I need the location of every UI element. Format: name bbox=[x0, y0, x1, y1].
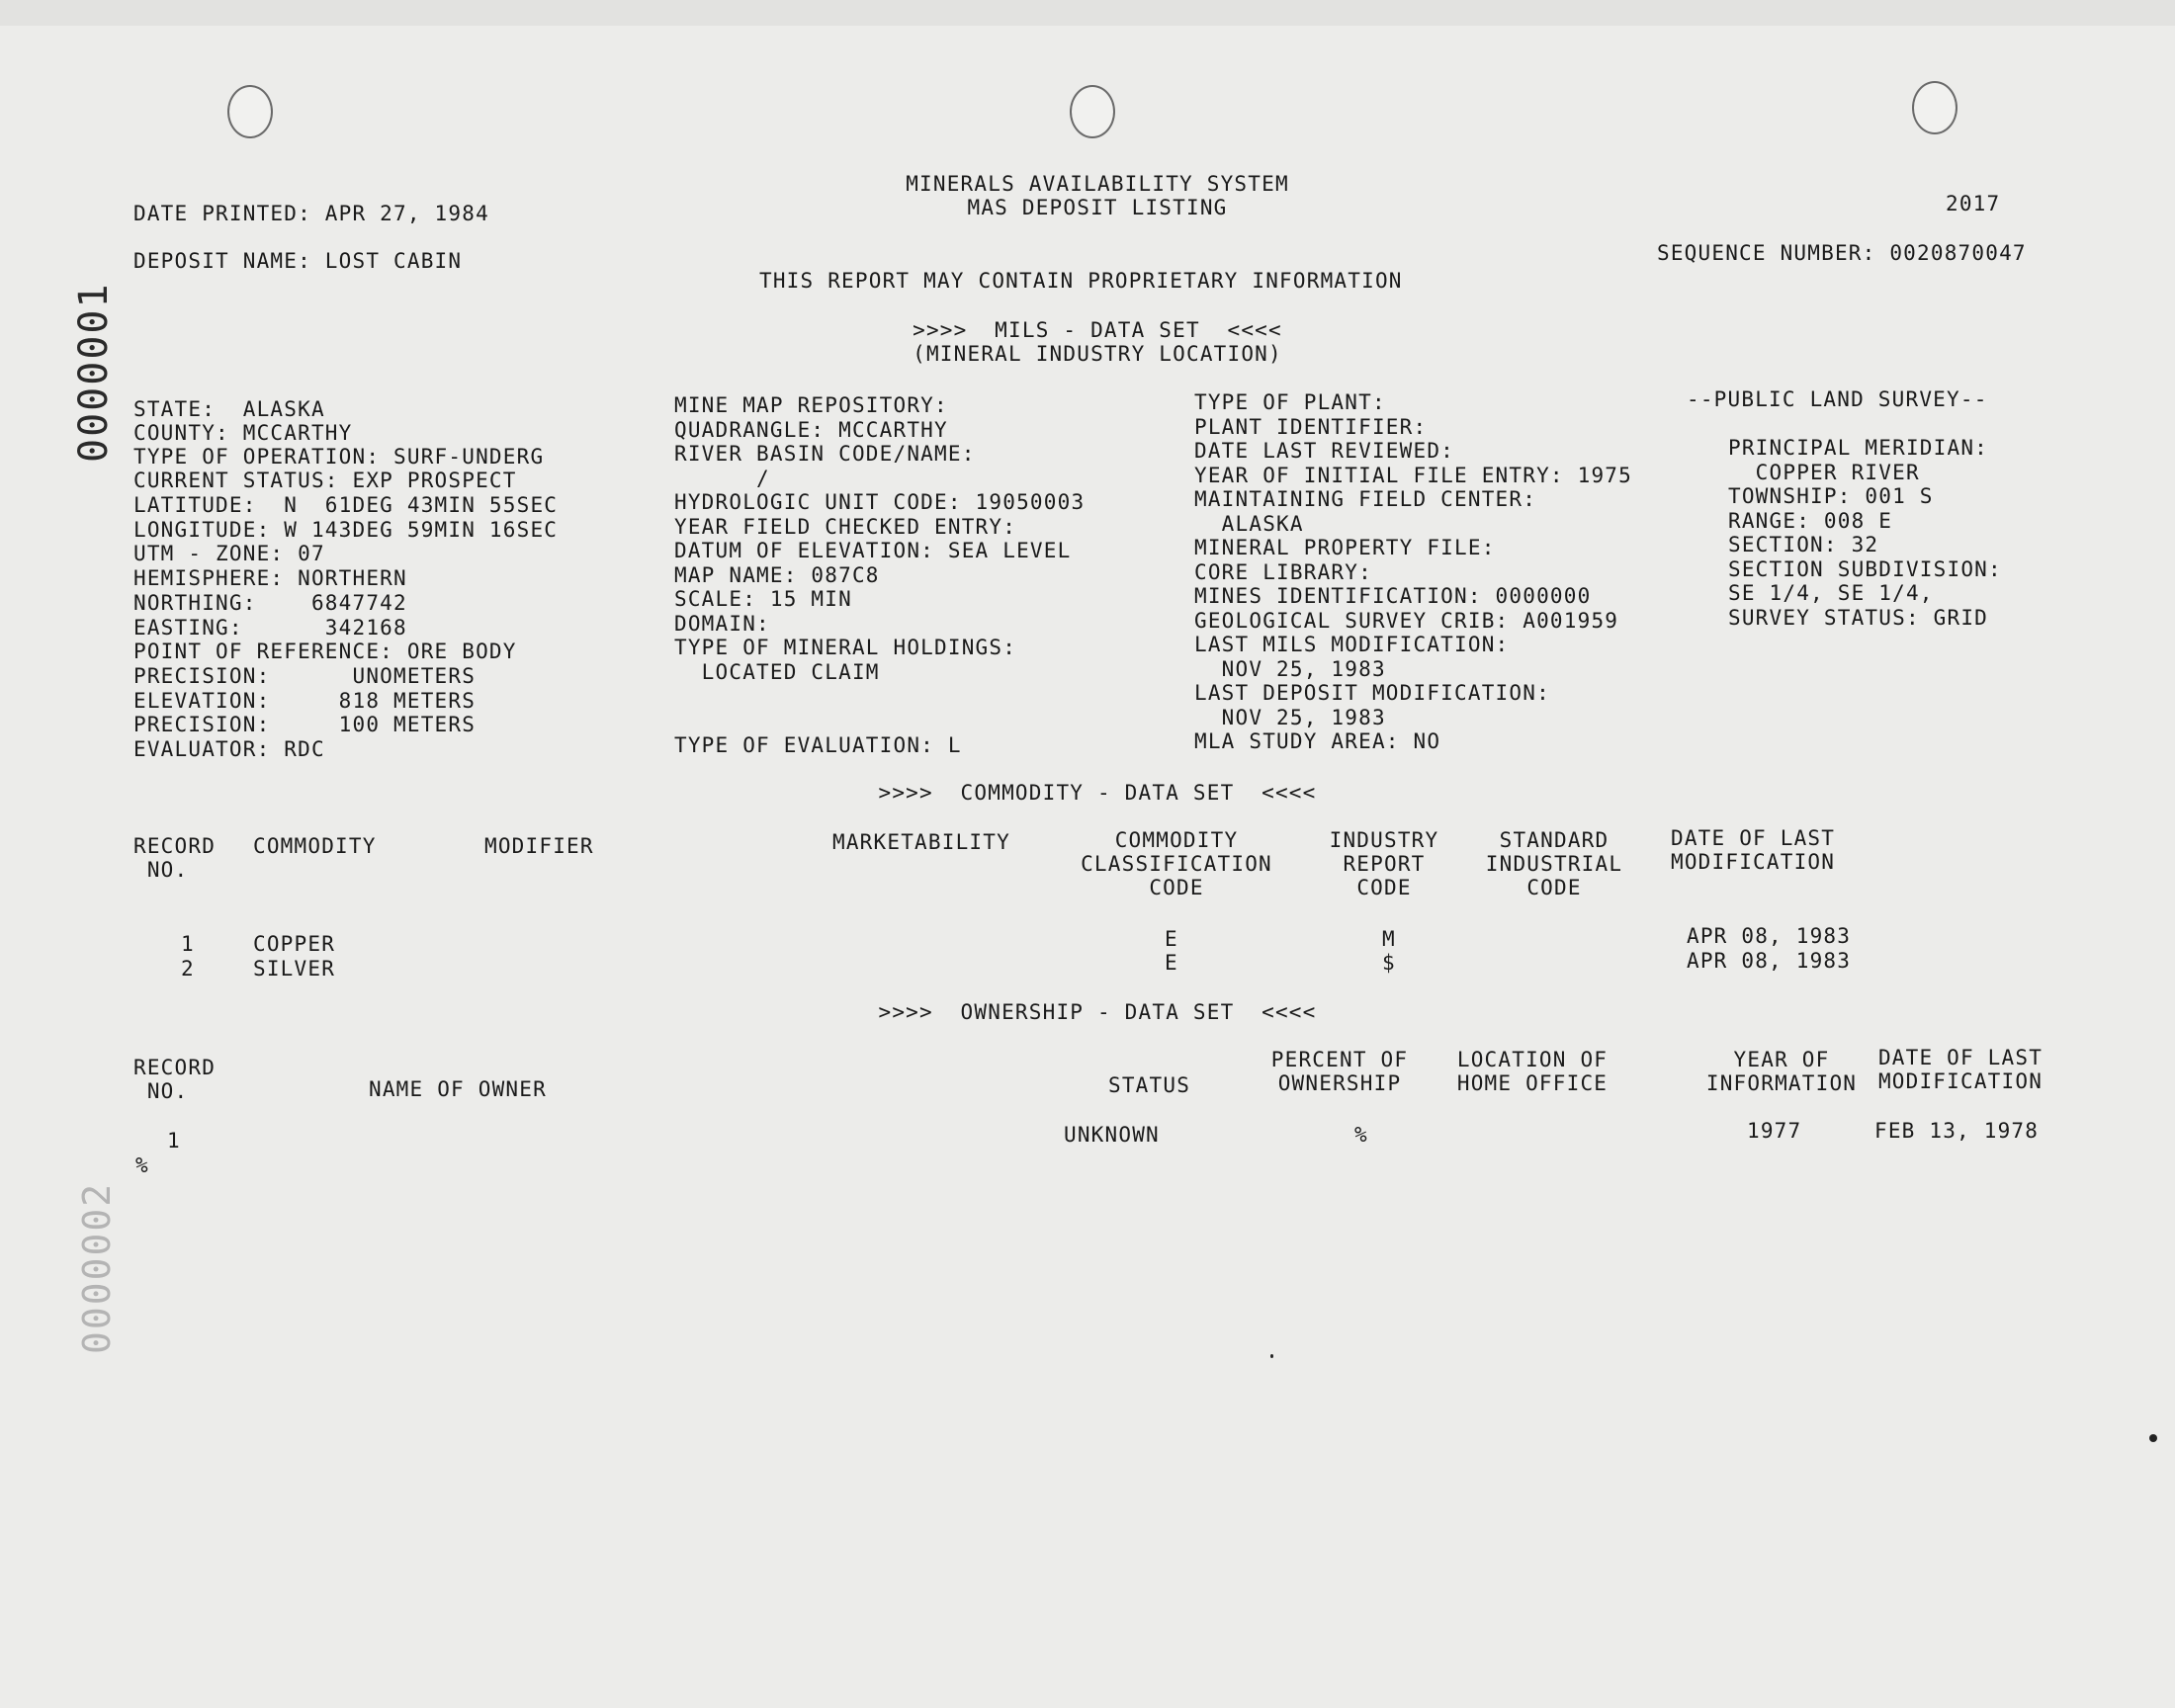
cell-year: 1977 bbox=[1747, 1119, 1802, 1143]
col-header-record-no: RECORD NO. bbox=[133, 1056, 217, 1103]
cell-classification: E bbox=[1165, 951, 1178, 975]
field-date-last-reviewed: DATE LAST REVIEWED: bbox=[1194, 439, 1455, 463]
mils-section-subtitle: (MINERAL INDUSTRY LOCATION) bbox=[913, 342, 1282, 366]
field-utm-zone: UTM - ZONE: 07 bbox=[133, 542, 325, 565]
field-mla-study-area: MLA STUDY AREA: NO bbox=[1194, 729, 1441, 753]
punch-hole-center bbox=[1070, 85, 1115, 138]
punch-hole-left bbox=[227, 85, 273, 138]
field-easting: EASTING: 342168 bbox=[133, 616, 407, 640]
field-year-initial-file-entry: YEAR OF INITIAL FILE ENTRY: 1975 bbox=[1194, 464, 1632, 487]
mils-section-title: >>>> MILS - DATA SET <<<< bbox=[913, 318, 1282, 342]
cell-record-no: 2 bbox=[181, 957, 195, 981]
col-header-industry-report: INDUSTRY REPORT CODE bbox=[1329, 828, 1439, 899]
punch-hole-right bbox=[1912, 81, 1958, 134]
col-header-marketability: MARKETABILITY bbox=[832, 830, 1010, 854]
field-type-of-plant: TYPE OF PLANT: bbox=[1194, 390, 1386, 414]
cell-commodity: COPPER bbox=[253, 932, 336, 956]
field-section-subdivision-value: SE 1/4, SE 1/4, bbox=[1728, 581, 1934, 605]
col-header-location: LOCATION OF HOME OFFICE bbox=[1456, 1048, 1609, 1095]
field-point-of-reference: POINT OF REFERENCE: ORE BODY bbox=[133, 640, 517, 663]
field-northing: NORTHING: 6847742 bbox=[133, 591, 407, 615]
field-county: COUNTY: MCCARTHY bbox=[133, 421, 353, 445]
col-header-last-modification: DATE OF LAST MODIFICATION bbox=[1877, 1046, 2044, 1093]
cell-industry-report: M bbox=[1382, 927, 1396, 951]
field-river-basin-value: / bbox=[674, 467, 770, 490]
page-number: 2017 bbox=[1946, 192, 2001, 215]
field-state: STATE: ALASKA bbox=[133, 397, 325, 421]
field-type-of-mineral-holdings: TYPE OF MINERAL HOLDINGS: bbox=[674, 636, 1017, 659]
field-map-name: MAP NAME: 087C8 bbox=[674, 563, 880, 587]
col-header-classification: COMMODITY CLASSIFICATION CODE bbox=[1081, 828, 1272, 899]
commodity-section-title: >>>> COMMODITY - DATA SET <<<< bbox=[878, 781, 1317, 805]
col-header-commodity: COMMODITY bbox=[253, 834, 377, 858]
field-township: TOWNSHIP: 001 S bbox=[1728, 484, 1934, 508]
field-hydrologic-unit-code: HYDROLOGIC UNIT CODE: 19050003 bbox=[674, 490, 1086, 514]
field-mineral-holdings-value: LOCATED CLAIM bbox=[674, 660, 880, 684]
field-year-field-checked: YEAR FIELD CHECKED ENTRY: bbox=[674, 515, 1017, 539]
cell-percent: % bbox=[1354, 1123, 1368, 1147]
field-survey-status: SURVEY STATUS: GRID bbox=[1728, 606, 1989, 630]
field-range: RANGE: 008 E bbox=[1728, 509, 1893, 533]
ink-speck bbox=[1270, 1354, 1273, 1358]
field-mine-map-repository: MINE MAP REPOSITORY: bbox=[674, 393, 948, 417]
field-last-mils-modification-value: NOV 25, 1983 bbox=[1194, 657, 1386, 681]
cell-last-modification: FEB 13, 1978 bbox=[1874, 1119, 2040, 1143]
field-domain: DOMAIN: bbox=[674, 612, 770, 636]
field-maintaining-field-center: MAINTAINING FIELD CENTER: bbox=[1194, 487, 1537, 511]
field-type-of-evaluation: TYPE OF EVALUATION: L bbox=[674, 733, 962, 757]
ink-speck bbox=[2149, 1434, 2157, 1442]
field-datum-of-elevation: DATUM OF ELEVATION: SEA LEVEL bbox=[674, 539, 1072, 562]
col-header-status: STATUS bbox=[1108, 1073, 1191, 1097]
col-header-modifier: MODIFIER bbox=[484, 834, 594, 858]
field-section-subdivision: SECTION SUBDIVISION: bbox=[1728, 557, 2002, 581]
ownership-section-title: >>>> OWNERSHIP - DATA SET <<<< bbox=[878, 1000, 1317, 1024]
field-type-of-operation: TYPE OF OPERATION: SURF-UNDERG bbox=[133, 445, 545, 469]
field-principal-meridian: PRINCIPAL MERIDIAN: bbox=[1728, 436, 1989, 460]
field-evaluator: EVALUATOR: RDC bbox=[133, 737, 325, 761]
proprietary-notice: THIS REPORT MAY CONTAIN PROPRIETARY INFORMATION bbox=[759, 269, 1403, 293]
cell-status: UNKNOWN bbox=[1064, 1123, 1160, 1147]
col-header-year: YEAR OF INFORMATION bbox=[1705, 1048, 1858, 1095]
listing-title: MAS DEPOSIT LISTING bbox=[967, 196, 1228, 219]
field-mineral-property-file: MINERAL PROPERTY FILE: bbox=[1194, 536, 1496, 559]
field-current-status: CURRENT STATUS: EXP PROSPECT bbox=[133, 469, 517, 492]
col-header-percent: PERCENT OF OWNERSHIP bbox=[1270, 1048, 1409, 1095]
field-mines-identification: MINES IDENTIFICATION: 0000000 bbox=[1194, 584, 1592, 608]
owner-footnote: % bbox=[135, 1153, 149, 1177]
field-latitude: LATITUDE: N 61DEG 43MIN 55SEC bbox=[133, 493, 559, 517]
field-last-deposit-modification: LAST DEPOSIT MODIFICATION: bbox=[1194, 681, 1550, 705]
date-printed: DATE PRINTED: APR 27, 1984 bbox=[133, 202, 489, 225]
col-header-sic: STANDARD INDUSTRIAL CODE bbox=[1485, 828, 1623, 899]
col-header-record-no: RECORD NO. bbox=[133, 834, 217, 882]
field-river-basin: RIVER BASIN CODE/NAME: bbox=[674, 442, 976, 466]
deposit-name: DEPOSIT NAME: LOST CABIN bbox=[133, 249, 463, 273]
field-precision-location: PRECISION: UNOMETERS bbox=[133, 664, 477, 688]
field-last-mils-modification: LAST MILS MODIFICATION: bbox=[1194, 633, 1510, 656]
cell-last-modification: APR 08, 1983 bbox=[1687, 924, 1852, 948]
field-principal-meridian-value: COPPER RIVER bbox=[1728, 461, 1920, 484]
field-plant-identifier: PLANT IDENTIFIER: bbox=[1194, 415, 1428, 439]
field-scale: SCALE: 15 MIN bbox=[674, 587, 852, 611]
cell-record-no: 1 bbox=[167, 1129, 181, 1153]
col-header-owner-name: NAME OF OWNER bbox=[369, 1077, 547, 1101]
cell-record-no: 1 bbox=[181, 932, 195, 956]
system-title: MINERALS AVAILABILITY SYSTEM bbox=[906, 172, 1289, 196]
side-stamp-top: 0000001 bbox=[71, 282, 117, 463]
field-last-deposit-modification-value: NOV 25, 1983 bbox=[1194, 706, 1386, 729]
cell-industry-report: $ bbox=[1382, 951, 1396, 975]
field-core-library: CORE LIBRARY: bbox=[1194, 560, 1372, 584]
side-stamp-bottom: 0000002 bbox=[75, 1181, 119, 1354]
col-header-last-modification: DATE OF LAST MODIFICATION bbox=[1671, 826, 1836, 874]
field-elevation: ELEVATION: 818 METERS bbox=[133, 689, 477, 713]
field-field-center-value: ALASKA bbox=[1194, 512, 1304, 536]
cell-classification: E bbox=[1165, 927, 1178, 951]
field-quadrangle: QUADRANGLE: MCCARTHY bbox=[674, 418, 948, 442]
cell-last-modification: APR 08, 1983 bbox=[1687, 949, 1852, 973]
field-hemisphere: HEMISPHERE: NORTHERN bbox=[133, 566, 407, 590]
cell-commodity: SILVER bbox=[253, 957, 336, 981]
sequence-number: SEQUENCE NUMBER: 0020870047 bbox=[1657, 241, 2027, 265]
public-land-survey-title: --PUBLIC LAND SURVEY-- bbox=[1687, 387, 1988, 411]
field-geological-survey-crib: GEOLOGICAL SURVEY CRIB: A001959 bbox=[1194, 609, 1619, 633]
field-precision-elevation: PRECISION: 100 METERS bbox=[133, 713, 477, 736]
field-section: SECTION: 32 bbox=[1728, 533, 1879, 556]
field-longitude: LONGITUDE: W 143DEG 59MIN 16SEC bbox=[133, 518, 559, 542]
